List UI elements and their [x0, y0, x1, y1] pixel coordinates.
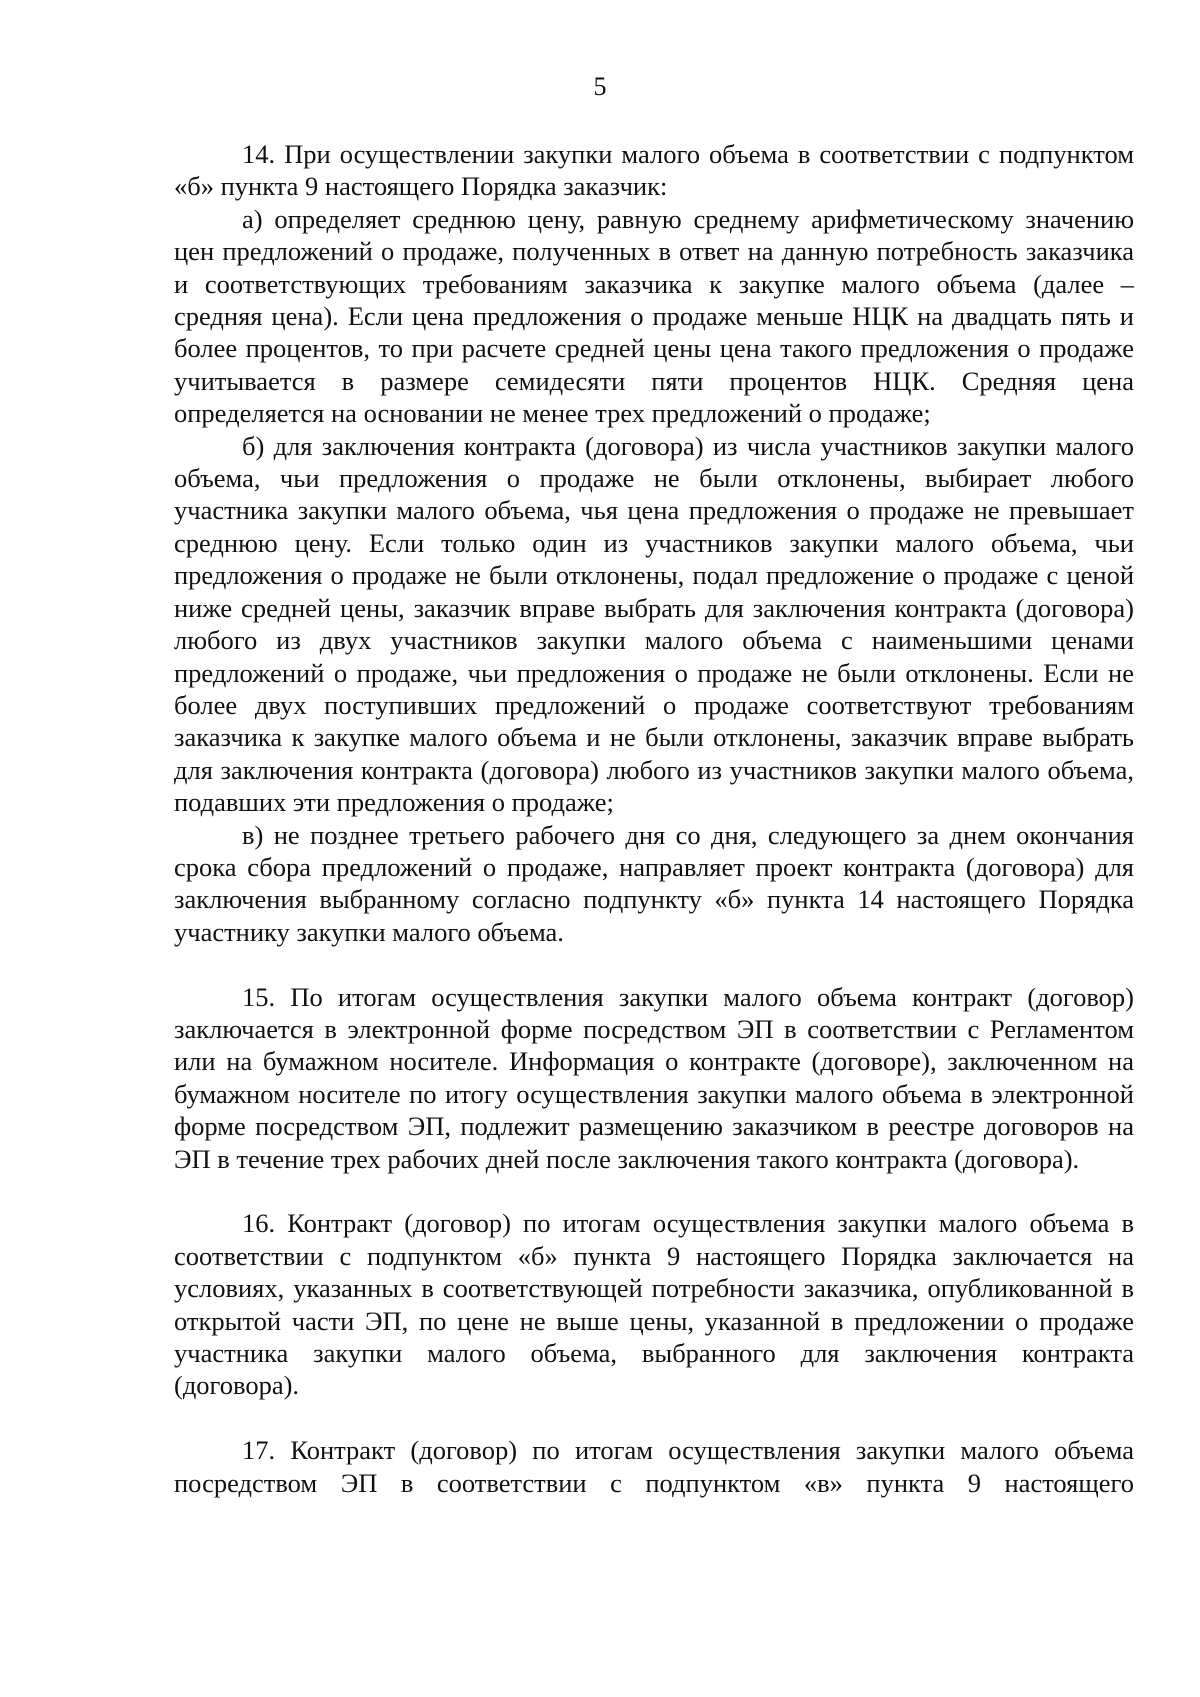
page-number: 5	[593, 72, 607, 101]
paragraph-spacer	[174, 1402, 1134, 1434]
paragraph-15: 15. По итогам осуществления закупки малого объема контракт (договор) заключается в электронной форме посредством ЭП в соответствии с Регламентом или на бумажном носителе. Информация о контракте (договоре), заключенном на бумажном носителе по итогу осуществления закупки малого объема в электронной форме посредством ЭП, подлежит размещению заказчиком в реестре договоров на ЭП в течение трех рабочих дней после заключения такого контракта (договора).	[174, 981, 1134, 1174]
paragraph-14: 14. При осуществлении закупки малого объема в соответствии с подпунктом «б» пункта 9 настоящего Порядка заказчик:	[174, 139, 1134, 202]
document-body	[174, 138, 1134, 1499]
paragraph-14-a: а) определяет среднюю цену, равную среднему арифметическому значению цен предложений о продаже, полученных в ответ на данную потребность заказчика и соответствующих требованиям заказчика к закупке малого объема (далее – средняя цена). Если цена предложения о продаже меньше НЦК на двадцать пять и более процентов, то при расчете средней цены цена такого предложения о продаже учитывается в размере семидесяти пяти процентов НЦК. Средняя цена определяется на основании не менее трех предложений о продаже;	[174, 203, 1134, 429]
paragraph-17: 17. Контракт (договор) по итогам осуществления закупки малого объема посредством ЭП в соответствии с подпунктом «в» пункта 9 настоящего	[174, 1435, 1134, 1498]
paragraph-spacer	[174, 948, 1134, 980]
paragraph-16: 16. Контракт (договор) по итогам осуществления закупки малого объема в соответствии с подпунктом «б» пункта 9 настоящего Порядка заключается на условиях, указанных в соответствующей потребности заказчика, опубликованной в открытой части ЭП, по цене не выше цены, указанной в предложении о продаже участника закупки малого объема, выбранного для заключения контракта (договора).	[174, 1208, 1134, 1401]
paragraph-14-c: в) не позднее третьего рабочего дня со дня, следующего за днем окончания срока сбора предложений о продаже, направляет проект контракта (договора) для заключения выбранному согласно подпункту «б» пункта 14 настоящего Порядка участнику закупки малого объема.	[174, 819, 1134, 947]
paragraph-14-b: б) для заключения контракта (договора) из числа участников закупки малого объема, чьи предложения о продаже не были отклонены, выбирает любого участника закупки малого объема, чья цена предложения о продаже не превышает среднюю цену. Если только один из участников закупки малого объема, чьи предложения о продаже не были отклонены, подал предложение о продаже с ценой ниже средней цены, заказчик вправе выбрать для заключения контракта (договора) любого из двух участников закупки малого объема с наименьшими ценами предложений о продаже, чьи предложения о продаже не были отклонены. Если не более двух поступивших предложений о продаже соответствуют требованиям заказчика к закупке малого объема и не были отклонены, заказчик вправе выбрать для заключения контракта (договора) любого из участников закупки малого объема, подавших эти предложения о продаже;	[174, 430, 1134, 818]
paragraph-spacer	[174, 1175, 1134, 1207]
